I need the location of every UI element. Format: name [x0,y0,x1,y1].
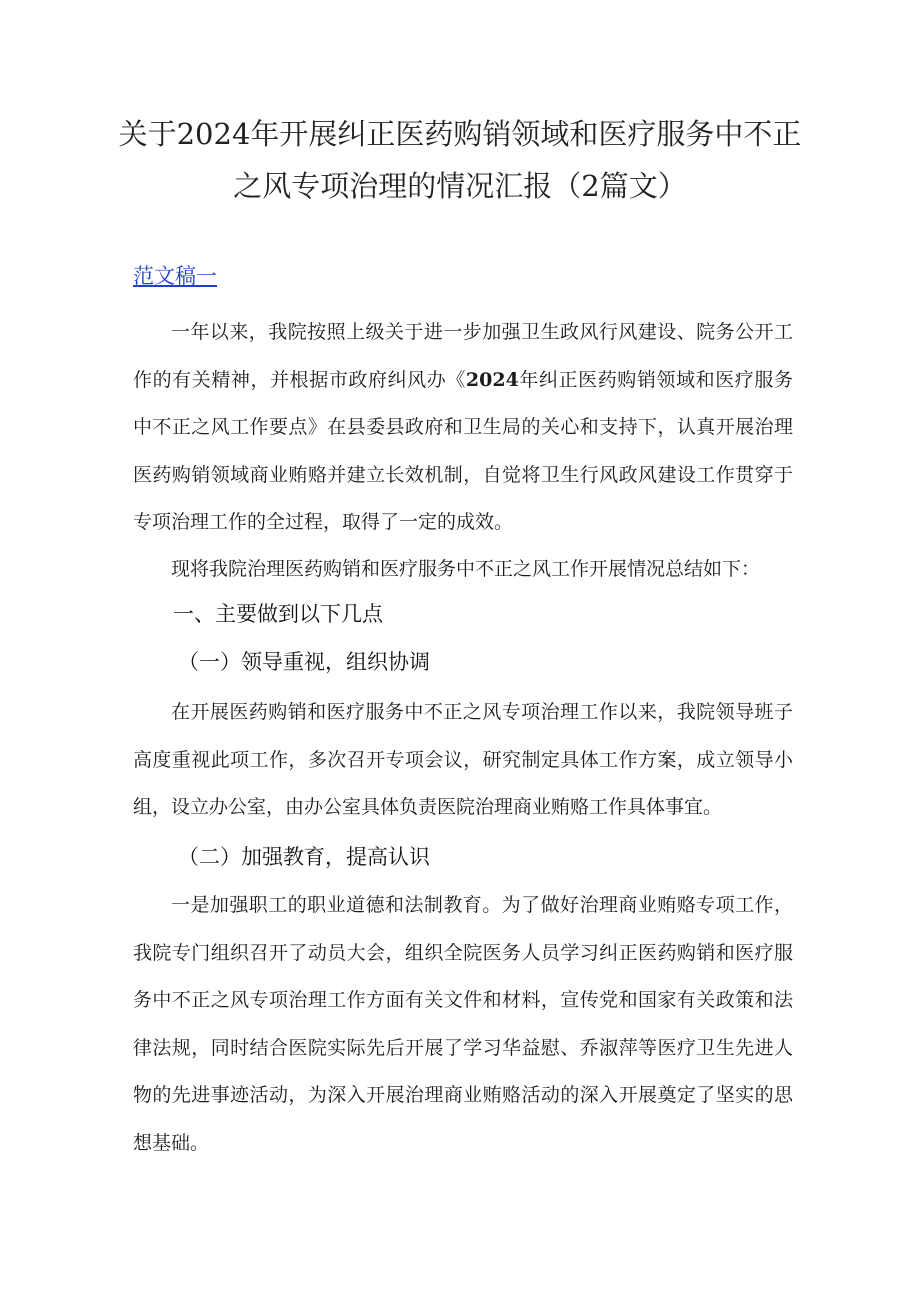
subsection-heading-2: （二）加强教育，提高认识 [178,846,430,869]
sample-link-heading[interactable]: 范文稿一 [133,265,217,288]
subsection-1-paragraph: 在开展医药购销和医疗服务中不正之风专项治理工作以来，我院领导班子高度重视此项工作，多次召开专项会议，研究制定具体工作方案，成立领导小组，设立办公室，由办公室具体负责医院治理商业贿赂工作具体事宜。 [133,701,793,818]
subsection-2-paragraph: 一是加强职工的职业道德和法制教育。为了做好治理商业贿赂专项工作，我院专门组织召开了动员大会，组织全院医务人员学习纠正医药购销和医疗服务中不正之风专项治理工作方面有关文件和材料，宣传党和国家有关政策和法律法规，同时结合医院实际先后开展了学习华益慰、乔淑萍等医疗卫生先进人物的先进事迹活动，为深入开展治理商业贿赂活动的深入开展奠定了坚实的思想基础。 [133,894,793,1154]
intro-paragraph-text-post: 年纠正医药购销领域和医疗服务中不正之风工作要点》在县委县政府和卫生局的关心和支持下，认真开展治理医药购销领域商业贿赂并建立长效机制，自觉将卫生行风政风建设工作贯穿于专项治理工作的全过程，取得了一定的成效。 [133,368,793,533]
subsection-heading-1: （一）领导重视，组织协调 [178,651,430,674]
intro-paragraph [133,309,793,547]
intro-paragraph-text-pre: 一年以来，我院按照上级关于进一步加强卫生政风行风建设、院务公开工作的有关精神，并根据市政府纠风办《 [133,321,793,391]
summary-paragraph: 现将我院治理医药购销和医疗服务中不正之风工作开展情况总结如下： [171,558,761,580]
section-heading-1: 一、主要做到以下几点 [173,603,383,626]
document-title: 关于2024年开展纠正医药购销领域和医疗服务中不正之风专项治理的情况汇报（2篇文） [118,117,802,203]
intro-paragraph-year: 2024 [465,368,519,391]
